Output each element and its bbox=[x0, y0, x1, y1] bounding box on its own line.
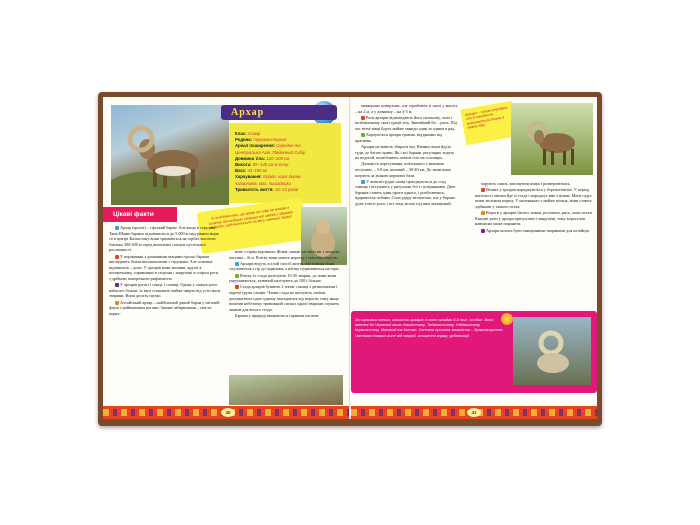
left-col2: неве з сірим відтінком. Живіт, нижні частини ніг і лицьова частина – білі. Влітку вони мають коротку і світлішу шерсть. Архари ведуть осілий спосіб життя, але взимку вони спускаються з гір до підніжжя, а влітку піднімаються на гори. Влітку їх стада налічують 10-30 тварин, до зими вони укрупнюються, зазвичай налічують до 100 і більше. Стада архарів бувають 2 типів: самиці з дитинчатами і окремі групи самців. Члени стада не нехтують своїми, допомагають одне одному захищатися від ворогів, тому якщо помітив небезпеку тривожний сигнал однієї тварини служить знаком для всього стада. Барани у природі вважаються гарними пасами- bbox=[229, 249, 340, 318]
page-footer bbox=[103, 406, 349, 419]
left-page bbox=[103, 97, 349, 419]
page-number: 40 bbox=[221, 408, 235, 417]
hoof-icon bbox=[115, 226, 119, 230]
fact-bubble: А чи відомо вам, що архар на зиму не впадає в сплячку. Він вибирає сховище від негоди і зберігає енергію, щоб вистачило на весь зимовий період. bbox=[197, 198, 308, 254]
hoof-icon bbox=[115, 301, 119, 305]
badge-icon bbox=[501, 313, 513, 325]
hoof-icon bbox=[481, 211, 485, 215]
open-book bbox=[98, 92, 602, 426]
hoof-icon bbox=[235, 274, 239, 278]
page-number: 41 bbox=[467, 408, 481, 417]
page-title: Архар bbox=[221, 105, 337, 120]
ram-illustration bbox=[111, 105, 229, 205]
hoof-icon bbox=[481, 188, 485, 192]
right-page bbox=[351, 97, 597, 419]
conservation-box bbox=[351, 311, 597, 393]
right-col2: чарують самок, висовуючи язика і розвертаючись. Ягнята у архарів народжуються у березні-квітні. У період вагітності овечка йде зі стада і народжує вже з ягням. Мати годує ягнят молоком першу. У маленького є майже місяць, вони стають здібними у хижого птаха. Вороги у архарів багато: вовки, росомаха, рись, хижі птахи. Кінцеві роги у архара притуплені і закручені, тому ворога він навмисно може поранити. Архари колись були священними тваринами для алтайців. bbox=[475, 181, 593, 233]
left-col1: Архар (аргалі) – гірський баран. Але якщо в середині Тянь-Шаню барани піднімаються до 5 000 м над рівнем моря, то в центрі Казахстану вони тримаються на горбах висотою близько 300-400 м серед випаленої сонцем пустельної рослинності. У порівнянні з домашніми вівцями гірські барани виглядають більш високоногими і струнким. Але основна відмінність – роги. У архарів вони масивні, круглі в поперечнику, спрямовані в сторони і закручені в спіралі роги, з дрібною поперечною рифленістю. У архарів рогаті і самці, і самиці. Однак у самців роги набагато більші: їх вага становить майже чверть від усієї маси тварини. Вони досить гнучкі. Алтайський архар – найбільший дикий баран у світовій фауні з найважчими рогами. Значне забарвлення – світло-корич- bbox=[109, 225, 221, 316]
fact-note: Архари – чудові стрибуни, але їх швидкість визначається тільки в межах бігу. bbox=[460, 101, 517, 145]
herd-photo bbox=[229, 375, 343, 405]
species-info-box: Клас: ссавці Родина: порожнисторогі Ареал поширення: Середня та Центральна Азія, Південний Сибір Довжина тіла: 120–200 см Висота: 85–140 см в холці Вага: 43–180 кг Харчування: трава, кора дерев, чагарників, мох, лишайники Тривалість життя: 10–13 років bbox=[229, 123, 341, 203]
argali-rock-photo bbox=[513, 317, 591, 385]
hoof-icon bbox=[361, 116, 365, 120]
hoof-icon bbox=[361, 180, 365, 184]
argali-photo-right bbox=[511, 103, 593, 175]
conservation-text: За оцінками вчених, кількість архарів в світі складає 4-5 тис. особин. Вони внесені до Червоної книги Казахстану, Таджикистану, Узбекистану, Киргизстану, Монголії та Китаю. Основна причина зникнення – браконьєрство. Частина тварин гине від хвороб, знищення корму, урбанізації. bbox=[355, 317, 504, 338]
hoof-icon bbox=[481, 229, 485, 233]
hoof-icon bbox=[361, 133, 365, 137]
hoof-icon bbox=[115, 255, 119, 259]
hoof-icon bbox=[235, 285, 239, 289]
hoof-icon bbox=[115, 283, 119, 287]
right-col1: мевкорних поверхнях, але стрибають зі скелі у висоту – на 2 м, а у довжину – на 3-5 м. Роги архарів відповідають його сильному, хоча і позбавленому своєї грації тілу. Звичайний біг – рись. Під час втечі вівці йдуть майже завжди один за одним в ряд. Харчуються архари травою, відданими від прагнень. Архари не вміють збирати їжу. Взимку вони йдуть туди, де багато трави. Як і всі барани, регулярно ходять на водопій, полюбляють лизати сіль на солонцях. Дальність пересування, пов'язаного з зимовою посушею, – 5-8 км, кочовий – 30-40 км. До зими вони кочують за зміною кормової бази. У жовтні-грудні самці приєднуються до стад самиць і вступають у ритуальні бої з суперниками. Двоє баранів стають один проти одного, і розбігаючись, вдаряються лобами. Сила удару величезна, але у барана дуже товсті роги, і всі тому мозок під ним захищений. bbox=[355, 103, 458, 207]
interesting-facts-header: Цікаві факти bbox=[103, 207, 177, 222]
argali-photo-main bbox=[111, 105, 229, 205]
page-footer bbox=[351, 406, 597, 419]
hoof-icon bbox=[235, 262, 239, 266]
